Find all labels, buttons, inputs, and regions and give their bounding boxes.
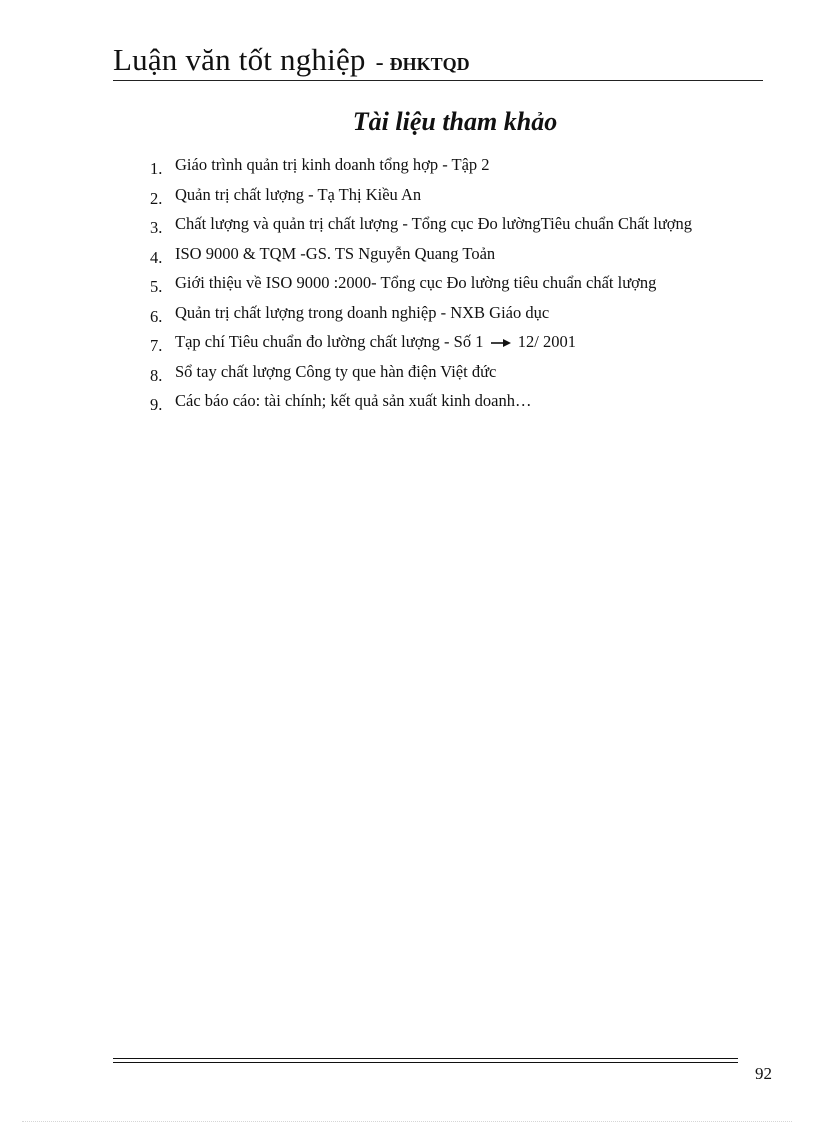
reference-number: 1.: [150, 159, 163, 178]
reference-number: 4.: [150, 247, 163, 267]
reference-number: 9.: [150, 395, 163, 414]
reference-item: [150, 209, 760, 239]
reference-text: Giới thiệu về ISO 9000 :2000- Tổng cục Đo lường tiêu chuẩn chất lượng: [175, 273, 657, 292]
reference-number: 8.: [150, 365, 163, 385]
reference-text: Các báo cáo: tài chính; kết quả sản xuất kinh doanh…: [175, 391, 532, 410]
reference-number: 7.: [150, 336, 163, 355]
reference-number: 3.: [150, 218, 163, 237]
page-number: 92: [755, 1064, 772, 1083]
section-title: Tài liệu tham khảo: [352, 107, 558, 136]
reference-item: [150, 386, 760, 416]
reference-item: [150, 239, 760, 269]
reference-text: ISO 9000 & TQM -GS. TS Nguyễn Quang Toản: [175, 243, 496, 263]
reference-text: Sổ tay chất lượng Công ty que hàn điện Việt đức: [175, 361, 497, 381]
header-divider: [113, 80, 763, 81]
reference-text-after: 12/ 2001: [517, 332, 576, 351]
header-separator: -: [375, 50, 384, 76]
reference-item: [150, 357, 760, 387]
reference-item: [150, 268, 760, 298]
reference-item: [150, 180, 760, 210]
reference-text: Quản trị chất lượng - Tạ Thị Kiều An: [175, 184, 422, 204]
reference-list: [150, 150, 760, 416]
reference-text: Chất lượng và quản trị chất lượng - Tổng cục Đo lườngTiêu chuẩn Chất lượng: [175, 214, 693, 233]
reference-text: Giáo trình quản trị kinh doanh tổng hợp - Tập 2: [175, 155, 490, 174]
reference-item: [150, 150, 760, 180]
page-bottom-edge: [22, 1121, 792, 1122]
header-title: Luận văn tốt nghiệp: [113, 42, 366, 77]
reference-item: [150, 298, 760, 328]
reference-number: 5.: [150, 277, 163, 296]
page-header: [113, 42, 763, 78]
reference-item: [150, 327, 760, 357]
reference-text: Quản trị chất lượng trong doanh nghiệp - NXB Giáo dục: [175, 302, 550, 322]
reference-text: [175, 327, 760, 357]
footer-divider: [113, 1058, 738, 1063]
header-organization: ĐHKTQD: [389, 54, 470, 74]
reference-number: 2.: [150, 188, 163, 208]
reference-text-before: Tạp chí Tiêu chuẩn đo lường chất lượng - Số 1: [175, 332, 484, 351]
right-arrow-icon: [490, 338, 512, 348]
reference-number: 6.: [150, 306, 163, 326]
